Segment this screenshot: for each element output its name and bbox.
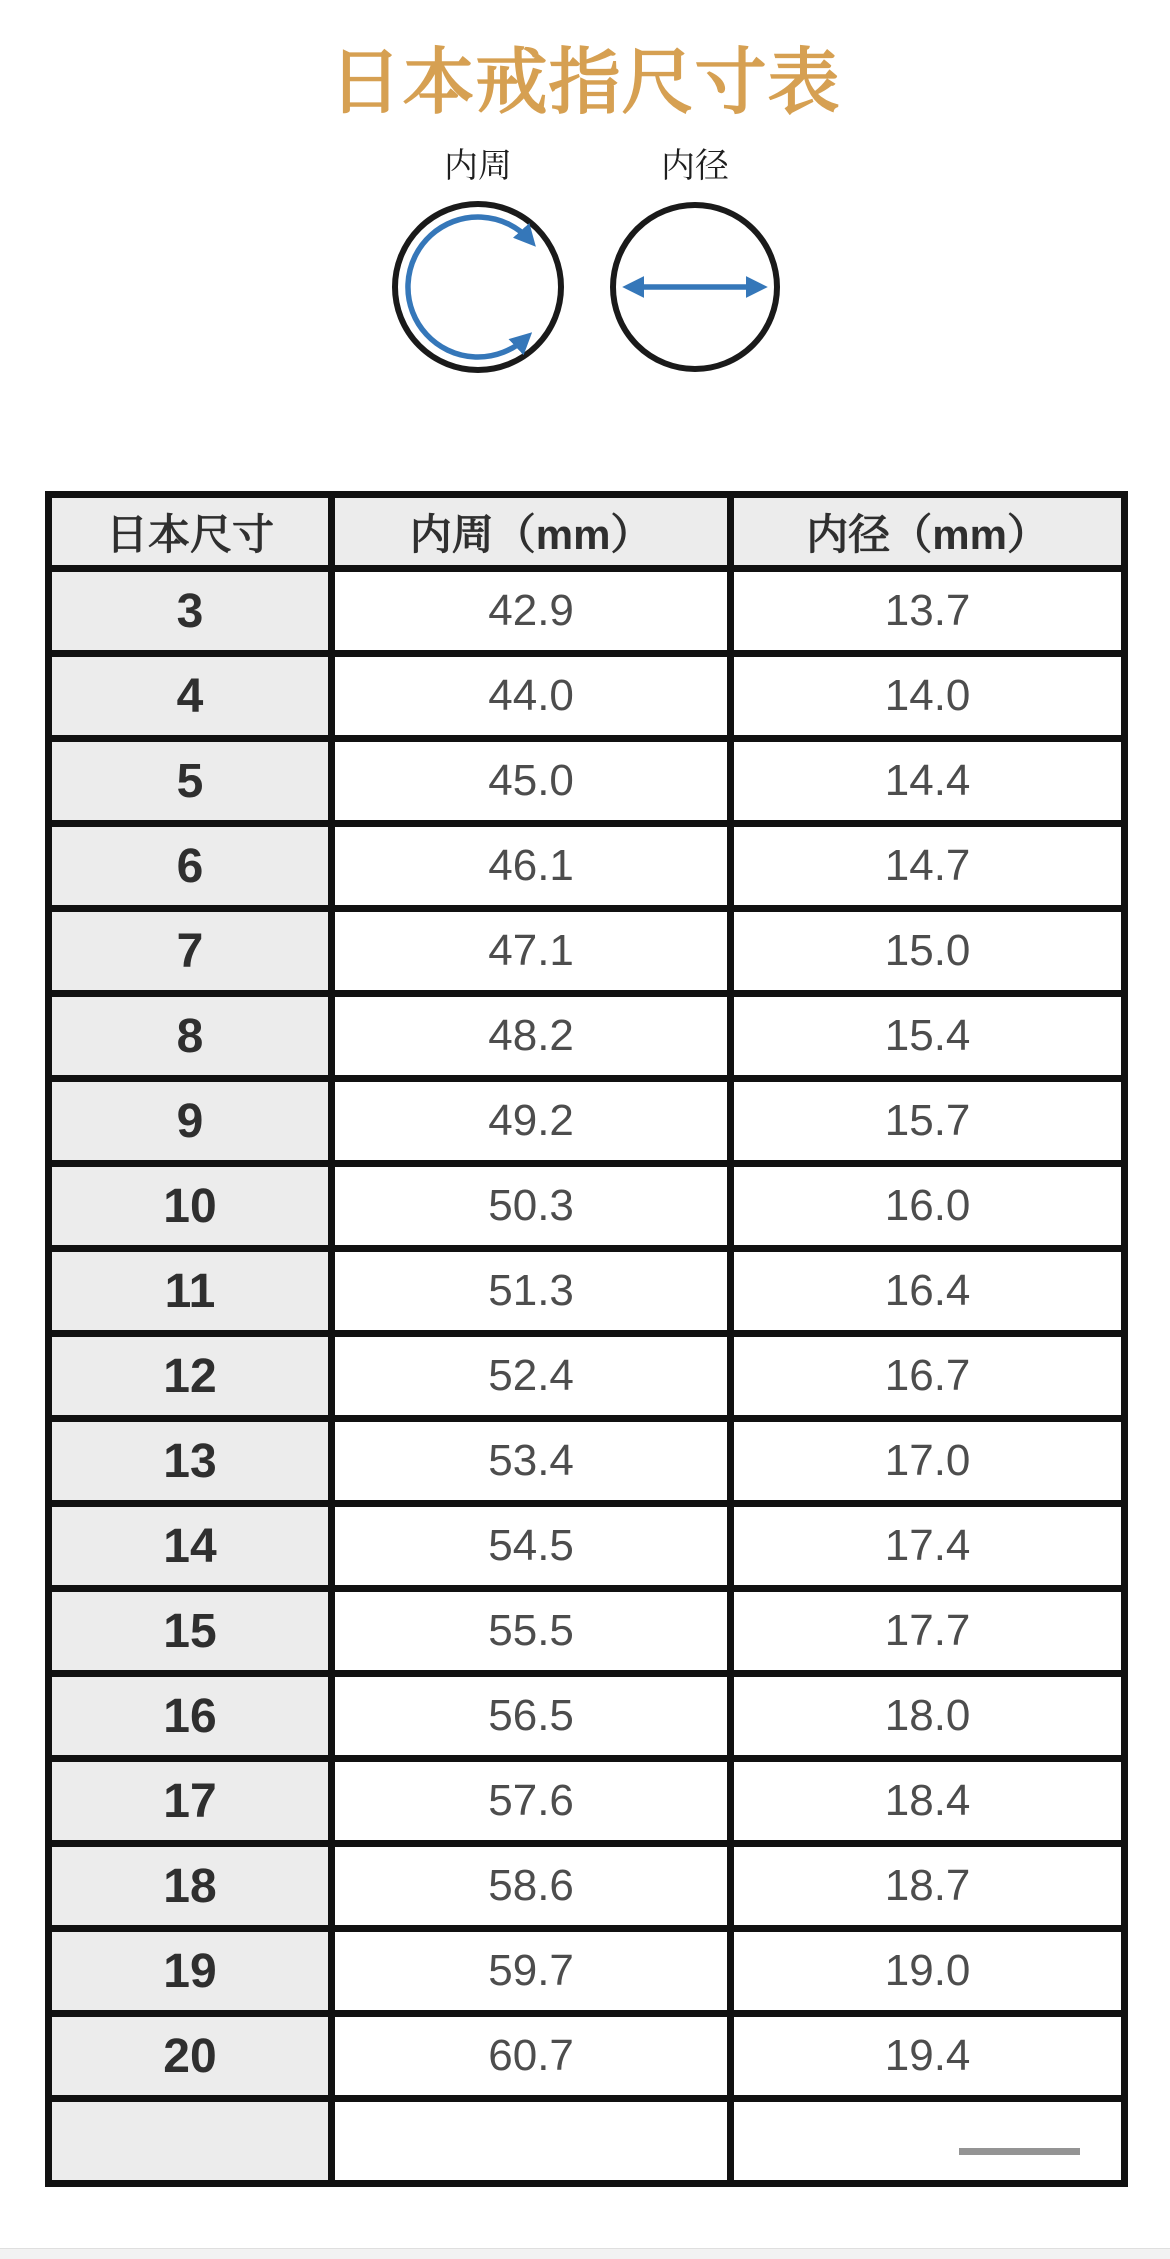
table-row [49,569,1125,654]
diameter-cell: 14.4 [731,739,1125,824]
diameter-cell: 17.4 [731,1504,1125,1589]
size-cell: 19 [49,1929,332,2014]
table-row [49,1844,1125,1929]
header-diameter-mm: 内径（mm） [731,495,1125,569]
header-circumference-mm: 内周（mm） [331,495,730,569]
diameter-cell: 15.0 [731,909,1125,994]
circumference-cell: 49.2 [331,1079,730,1164]
size-cell: 13 [49,1419,332,1504]
table-row [49,1079,1125,1164]
diameter-cell: 18.7 [731,1844,1125,1929]
diameter-cell: 16.0 [731,1164,1125,1249]
diameter-label: 内径 [661,147,729,185]
circumference-cell: 46.1 [331,824,730,909]
circumference-arrow-icon [388,198,568,378]
circumference-cell: 42.9 [331,569,730,654]
diameter-cell: 14.0 [731,654,1125,739]
circumference-cell: 45.0 [331,739,730,824]
diameter-cell: 18.0 [731,1674,1125,1759]
size-table-body [49,569,1125,2184]
circumference-cell: 53.4 [331,1419,730,1504]
circumference-cell: 57.6 [331,1759,730,1844]
circumference-label: 内周 [444,147,512,185]
size-cell: 16 [49,1674,332,1759]
size-cell [49,2099,332,2184]
size-cell: 3 [49,569,332,654]
table-row [49,1674,1125,1759]
diameter-arrow-icon [607,198,783,378]
table-row [49,1504,1125,1589]
diameter-cell: 16.4 [731,1249,1125,1334]
ring-size-table [45,491,1128,2187]
table-row [49,1334,1125,1419]
table-row [49,739,1125,824]
diameter-cell: 18.4 [731,1759,1125,1844]
diameter-cell: 17.0 [731,1419,1125,1504]
diameter-cell: 17.7 [731,1589,1125,1674]
page-title: 日本戒指尺寸表 [329,43,841,123]
table-row [49,909,1125,994]
circumference-cell: 58.6 [331,1844,730,1929]
size-cell: 14 [49,1504,332,1589]
diameter-cell [731,2099,1125,2184]
diameter-cell: 15.7 [731,1079,1125,1164]
circumference-cell: 59.7 [331,1929,730,2014]
table-row [49,1249,1125,1334]
circumference-cell: 44.0 [331,654,730,739]
circumference-cell: 56.5 [331,1674,730,1759]
table-header-row [49,495,1125,569]
circumference-cell: 60.7 [331,2014,730,2099]
diameter-cell: 14.7 [731,824,1125,909]
table-row [49,1164,1125,1249]
circumference-cell: 52.4 [331,1334,730,1419]
diameter-cell: 19.4 [731,2014,1125,2099]
size-cell: 18 [49,1844,332,1929]
size-cell: 4 [49,654,332,739]
diameter-cell: 19.0 [731,1929,1125,2014]
table-row [49,654,1125,739]
table-row [49,1419,1125,1504]
table-row [49,2014,1125,2099]
table-row [49,1759,1125,1844]
size-cell: 8 [49,994,332,1079]
circumference-cell: 47.1 [331,909,730,994]
circumference-cell: 54.5 [331,1504,730,1589]
size-cell: 7 [49,909,332,994]
size-cell: 9 [49,1079,332,1164]
circumference-cell [331,2099,730,2184]
size-cell: 17 [49,1759,332,1844]
table-row [49,994,1125,1079]
diameter-figure [607,146,783,378]
circumference-cell: 48.2 [331,994,730,1079]
diameter-cell: 13.7 [731,569,1125,654]
table-row [49,824,1125,909]
size-cell: 11 [49,1249,332,1334]
circumference-cell: 55.5 [331,1589,730,1674]
table-row [49,1589,1125,1674]
size-cell: 15 [49,1589,332,1674]
table-row-partial [49,2099,1125,2184]
size-cell: 10 [49,1164,332,1249]
circumference-cell: 51.3 [331,1249,730,1334]
size-cell: 5 [49,739,332,824]
size-cell: 20 [49,2014,332,2099]
diameter-cell: 15.4 [731,994,1125,1079]
horizontal-scrollbar-thumb[interactable] [959,2148,1080,2155]
size-cell: 12 [49,1334,332,1419]
table-row [49,1929,1125,2014]
circumference-cell: 50.3 [331,1164,730,1249]
diameter-cell: 16.7 [731,1334,1125,1419]
header-japan-size: 日本尺寸 [49,495,332,569]
circumference-figure [388,146,568,378]
bottom-bar [0,2248,1170,2259]
size-cell: 6 [49,824,332,909]
